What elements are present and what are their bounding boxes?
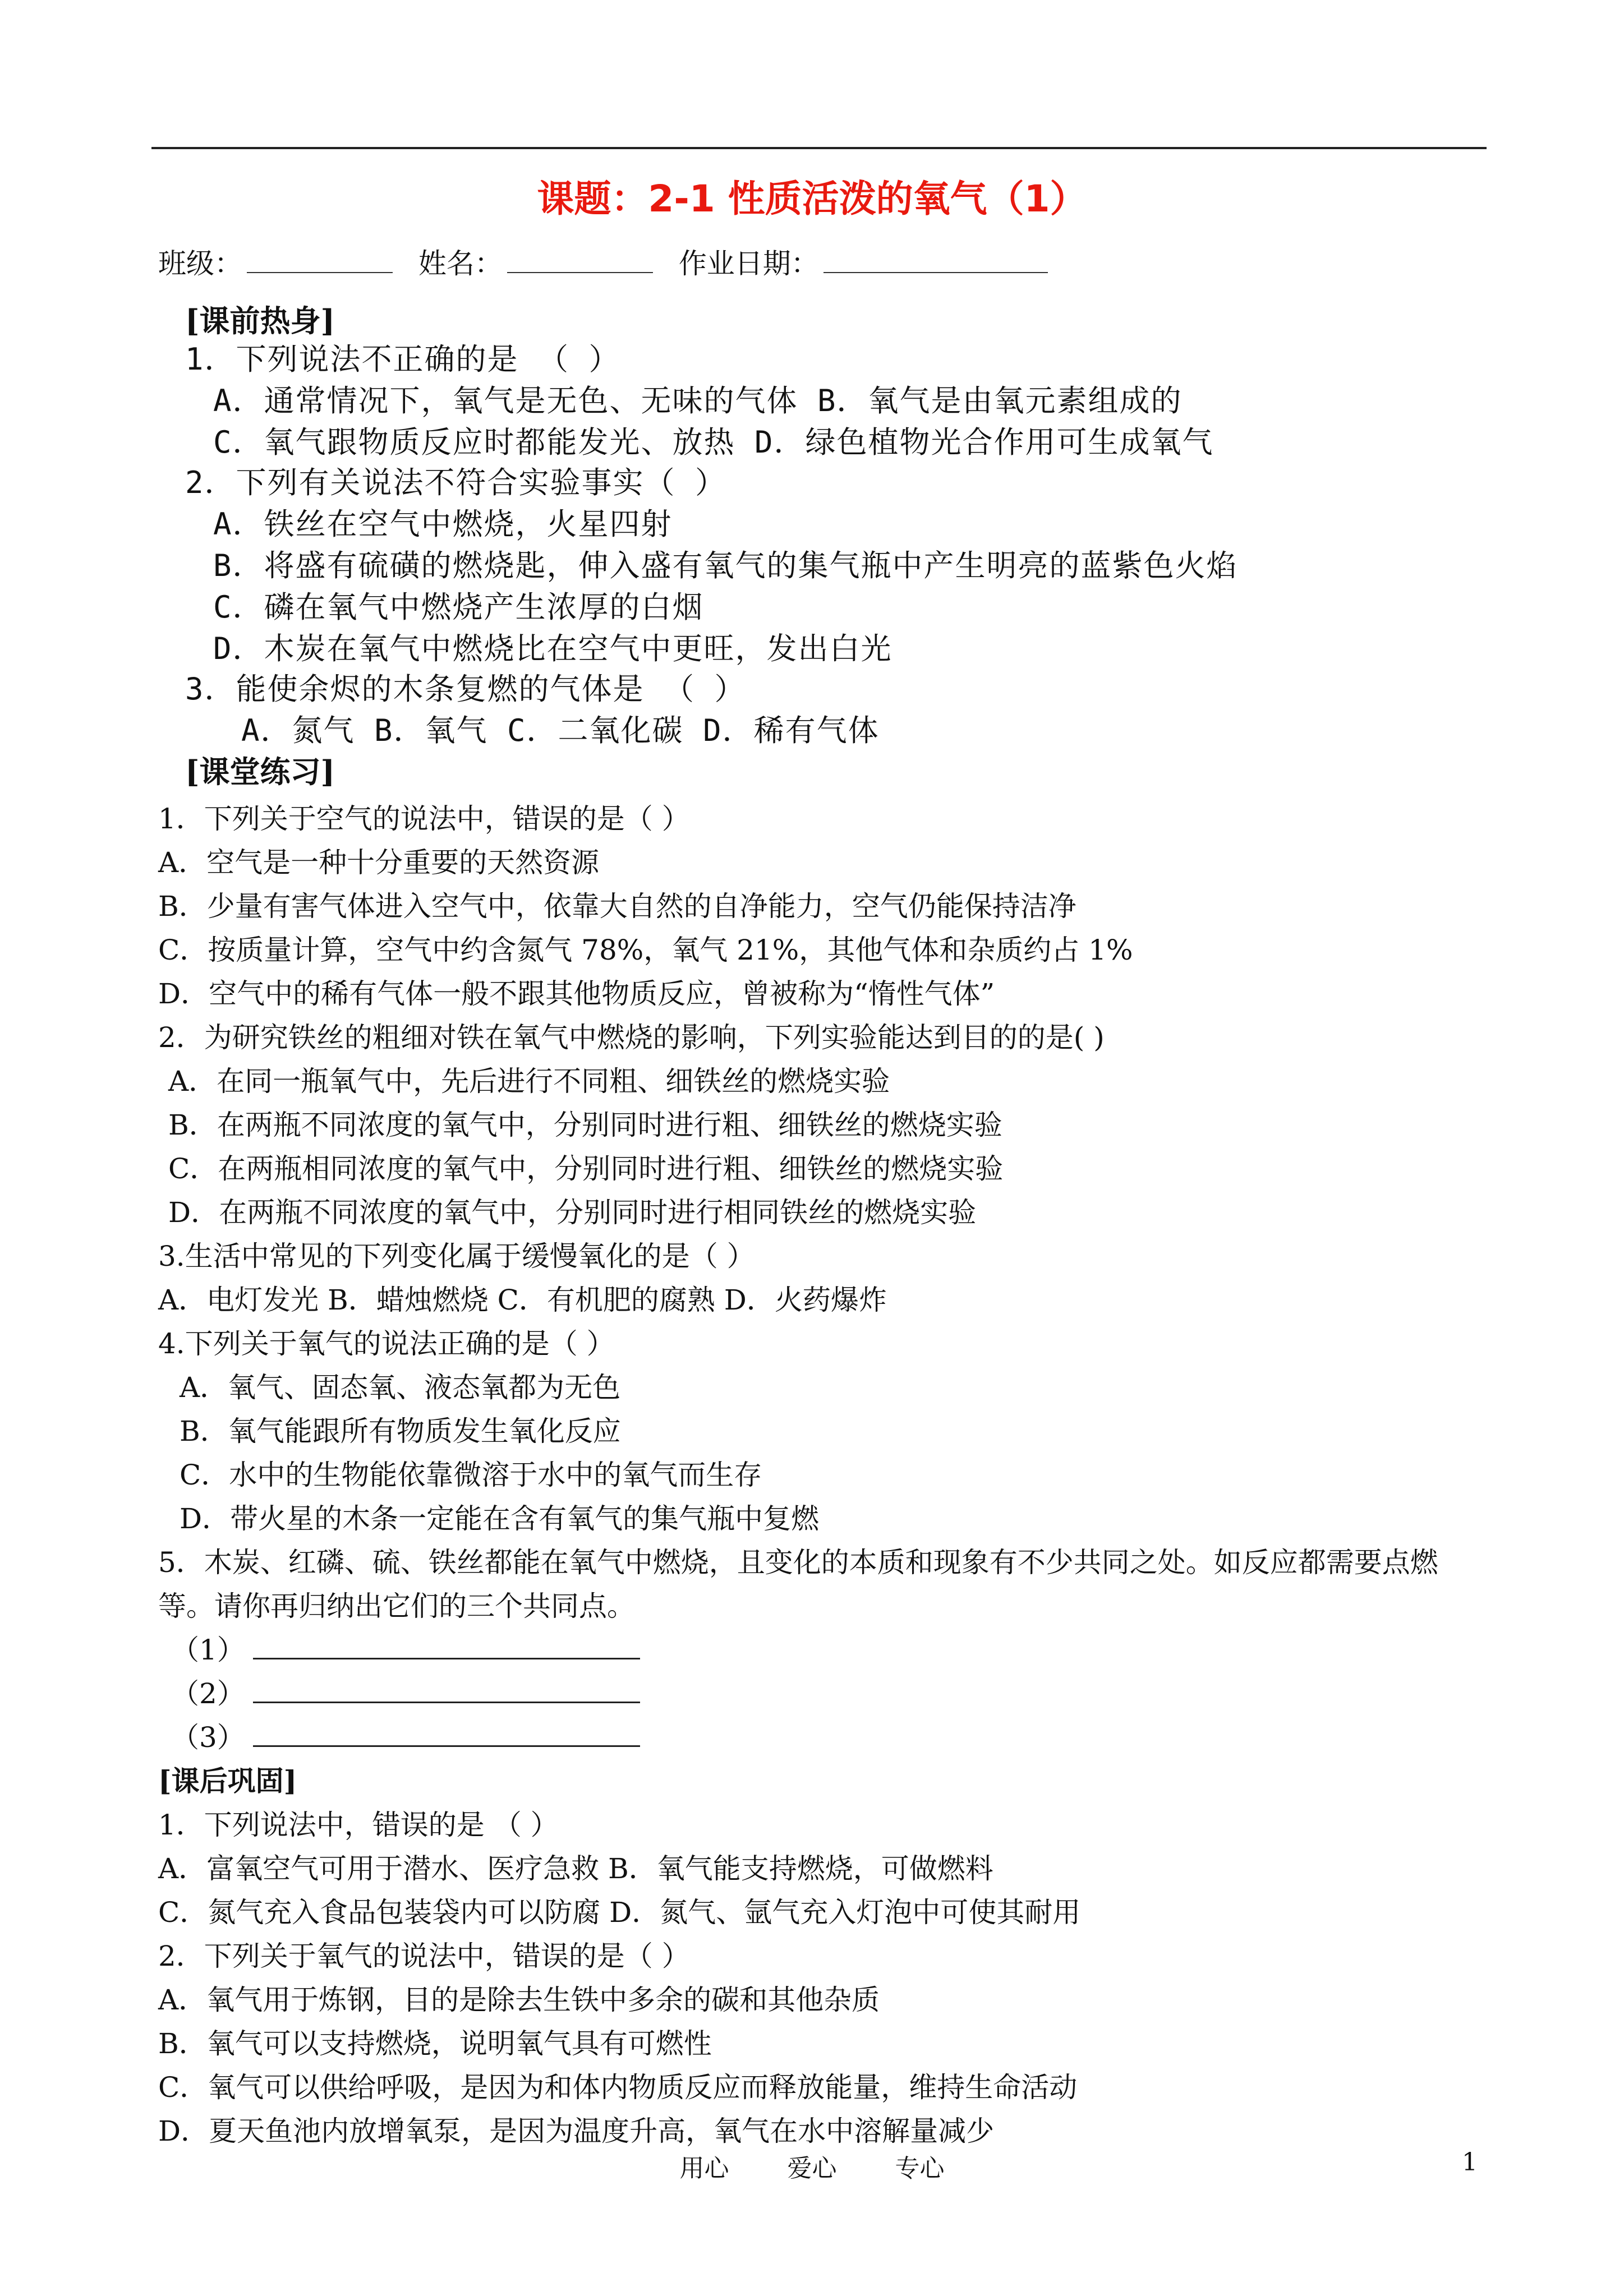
option-line: B．氧气能跟所有物质发生氧化反应	[180, 1415, 621, 1447]
option-line: A．氧气、固态氧、液态氧都为无色	[180, 1371, 621, 1404]
answer-label: （2）	[171, 1677, 245, 1710]
section-heading-warmup: [课前热身]	[185, 303, 335, 339]
option-line: A．氧气用于炼钢，目的是除去生铁中多余的碳和其他杂质	[158, 1984, 880, 2016]
footer-item: 用心	[679, 2154, 729, 2183]
option-line: A．通常情况下，氧气是无色、无味的气体 B．氧气是由氧元素组成的	[213, 383, 1183, 418]
section-heading-classwork: [课堂练习]	[185, 754, 335, 790]
section-heading-review: [课后巩固]	[158, 1764, 297, 1797]
answer-line[interactable]	[171, 1628, 640, 1668]
option-line: C．磷在氧气中燃烧产生浓厚的白烟	[213, 589, 704, 625]
option-line: C．在两瓶相同浓度的氧气中，分别同时进行粗、细铁丝的燃烧实验	[168, 1152, 1004, 1185]
question-line: 3．能使余烬的木条复燃的气体是 （ ）	[185, 671, 746, 707]
option-line: C．按质量计算，空气中约含氮气 78%，氧气 21%，其他气体和杂质约占 1%	[158, 934, 1133, 966]
class-label: 班级：	[158, 247, 242, 280]
option-line: D．空气中的稀有气体一般不跟其他物质反应，曾被称为“惰性气体”	[158, 978, 995, 1010]
answer-line[interactable]	[171, 1715, 640, 1755]
question-line: 1．下列说法中，错误的是 （ ）	[158, 1809, 559, 1841]
option-line: D．木炭在氧气中燃烧比在空气中更旺，发出白光	[213, 631, 892, 666]
footer-item: 专心	[895, 2154, 945, 2183]
answer-blank[interactable]	[253, 1673, 640, 1703]
option-line: B．将盛有硫磺的燃烧匙，伸入盛有氧气的集气瓶中产生明亮的蓝紫色火焰	[213, 548, 1238, 583]
footer-item: 爱心	[787, 2154, 837, 2183]
question-line: 2．为研究铁丝的粗细对铁在氧气中燃烧的影响，下列实验能达到目的的是( )	[158, 1021, 1105, 1054]
class-blank[interactable]	[247, 243, 393, 273]
answer-label: （1）	[171, 1634, 245, 1666]
answer-blank[interactable]	[253, 1717, 640, 1747]
option-line: C．氮气充入食品包装袋内可以防腐 D．氮气、氩气充入灯泡中可使其耐用	[158, 1896, 1081, 1929]
date-label: 作业日期：	[678, 247, 819, 280]
option-line: A．氮气 B．氧气 C．二氧化碳 D．稀有气体	[241, 713, 880, 748]
header-rule	[151, 147, 1487, 149]
option-line: C．氧气可以供给呼吸，是因为和体内物质反应而释放能量，维持生命活动	[158, 2071, 1078, 2104]
page-title: 课题：2-1 性质活泼的氧气（1）	[537, 177, 1087, 220]
option-line: A．电灯发光 B．蜡烛燃烧 C．有机肥的腐熟 D．火药爆炸	[158, 1284, 887, 1316]
question-line-cont: 等。请你再归纳出它们的三个共同点。	[158, 1590, 635, 1622]
answer-line[interactable]	[171, 1671, 640, 1712]
option-line: B．在两瓶不同浓度的氧气中，分别同时进行粗、细铁丝的燃烧实验	[168, 1109, 1002, 1141]
option-line: D．在两瓶不同浓度的氧气中，分别同时进行相同铁丝的燃烧实验	[168, 1196, 977, 1229]
option-line: C．氧气跟物质反应时都能发光、放热 D．绿色植物光合作用可生成氧气	[213, 425, 1214, 460]
option-line: B．氧气可以支持燃烧，说明氧气具有可燃性	[158, 2027, 712, 2060]
question-line: 1．下列关于空气的说法中，错误的是（ ）	[158, 803, 690, 835]
question-line: 4.下列关于氧气的说法正确的是（ ）	[158, 1327, 615, 1360]
option-line: C．水中的生物能依靠微溶于水中的氧气而生存	[180, 1459, 762, 1491]
page-footer	[0, 2148, 1624, 2184]
option-line: D．带火星的木条一定能在含有氧气的集气瓶中复燃	[180, 1502, 820, 1535]
question-line: 1．下列说法不正确的是 （ ）	[185, 342, 620, 377]
date-blank[interactable]	[823, 243, 1048, 273]
option-line: A．铁丝在空气中燃烧，火星四射	[213, 506, 673, 542]
option-line: A．空气是一种十分重要的天然资源	[158, 846, 600, 879]
option-line: D．夏天鱼池内放增氧泵，是因为温度升高，氧气在水中溶解量减少	[158, 2115, 995, 2147]
question-line: 2．下列有关说法不符合实验事实（ ）	[185, 465, 727, 500]
answer-blank[interactable]	[253, 1630, 640, 1659]
option-line: B．少量有害气体进入空气中，依靠大自然的自净能力，空气仍能保持洁净	[158, 890, 1076, 923]
name-blank[interactable]	[507, 243, 653, 273]
page-number: 1	[1462, 2148, 1478, 2177]
student-info-row	[158, 241, 1065, 286]
question-line: 2．下列关于氧气的说法中，错误的是（ ）	[158, 1940, 690, 1972]
question-line: 5．木炭、红磷、硫、铁丝都能在氧气中燃烧，且变化的本质和现象有不少共同之处。如反应都需要点燃	[158, 1546, 1438, 1579]
option-line: A．在同一瓶氧气中，先后进行不同粗、细铁丝的燃烧实验	[168, 1065, 890, 1098]
name-label: 姓名：	[418, 247, 503, 280]
option-line: A．富氧空气可用于潜水、医疗急救 B．氧气能支持燃烧，可做燃料	[158, 1852, 993, 1885]
question-line: 3.生活中常见的下列变化属于缓慢氧化的是（ ）	[158, 1240, 755, 1273]
answer-label: （3）	[171, 1721, 245, 1754]
